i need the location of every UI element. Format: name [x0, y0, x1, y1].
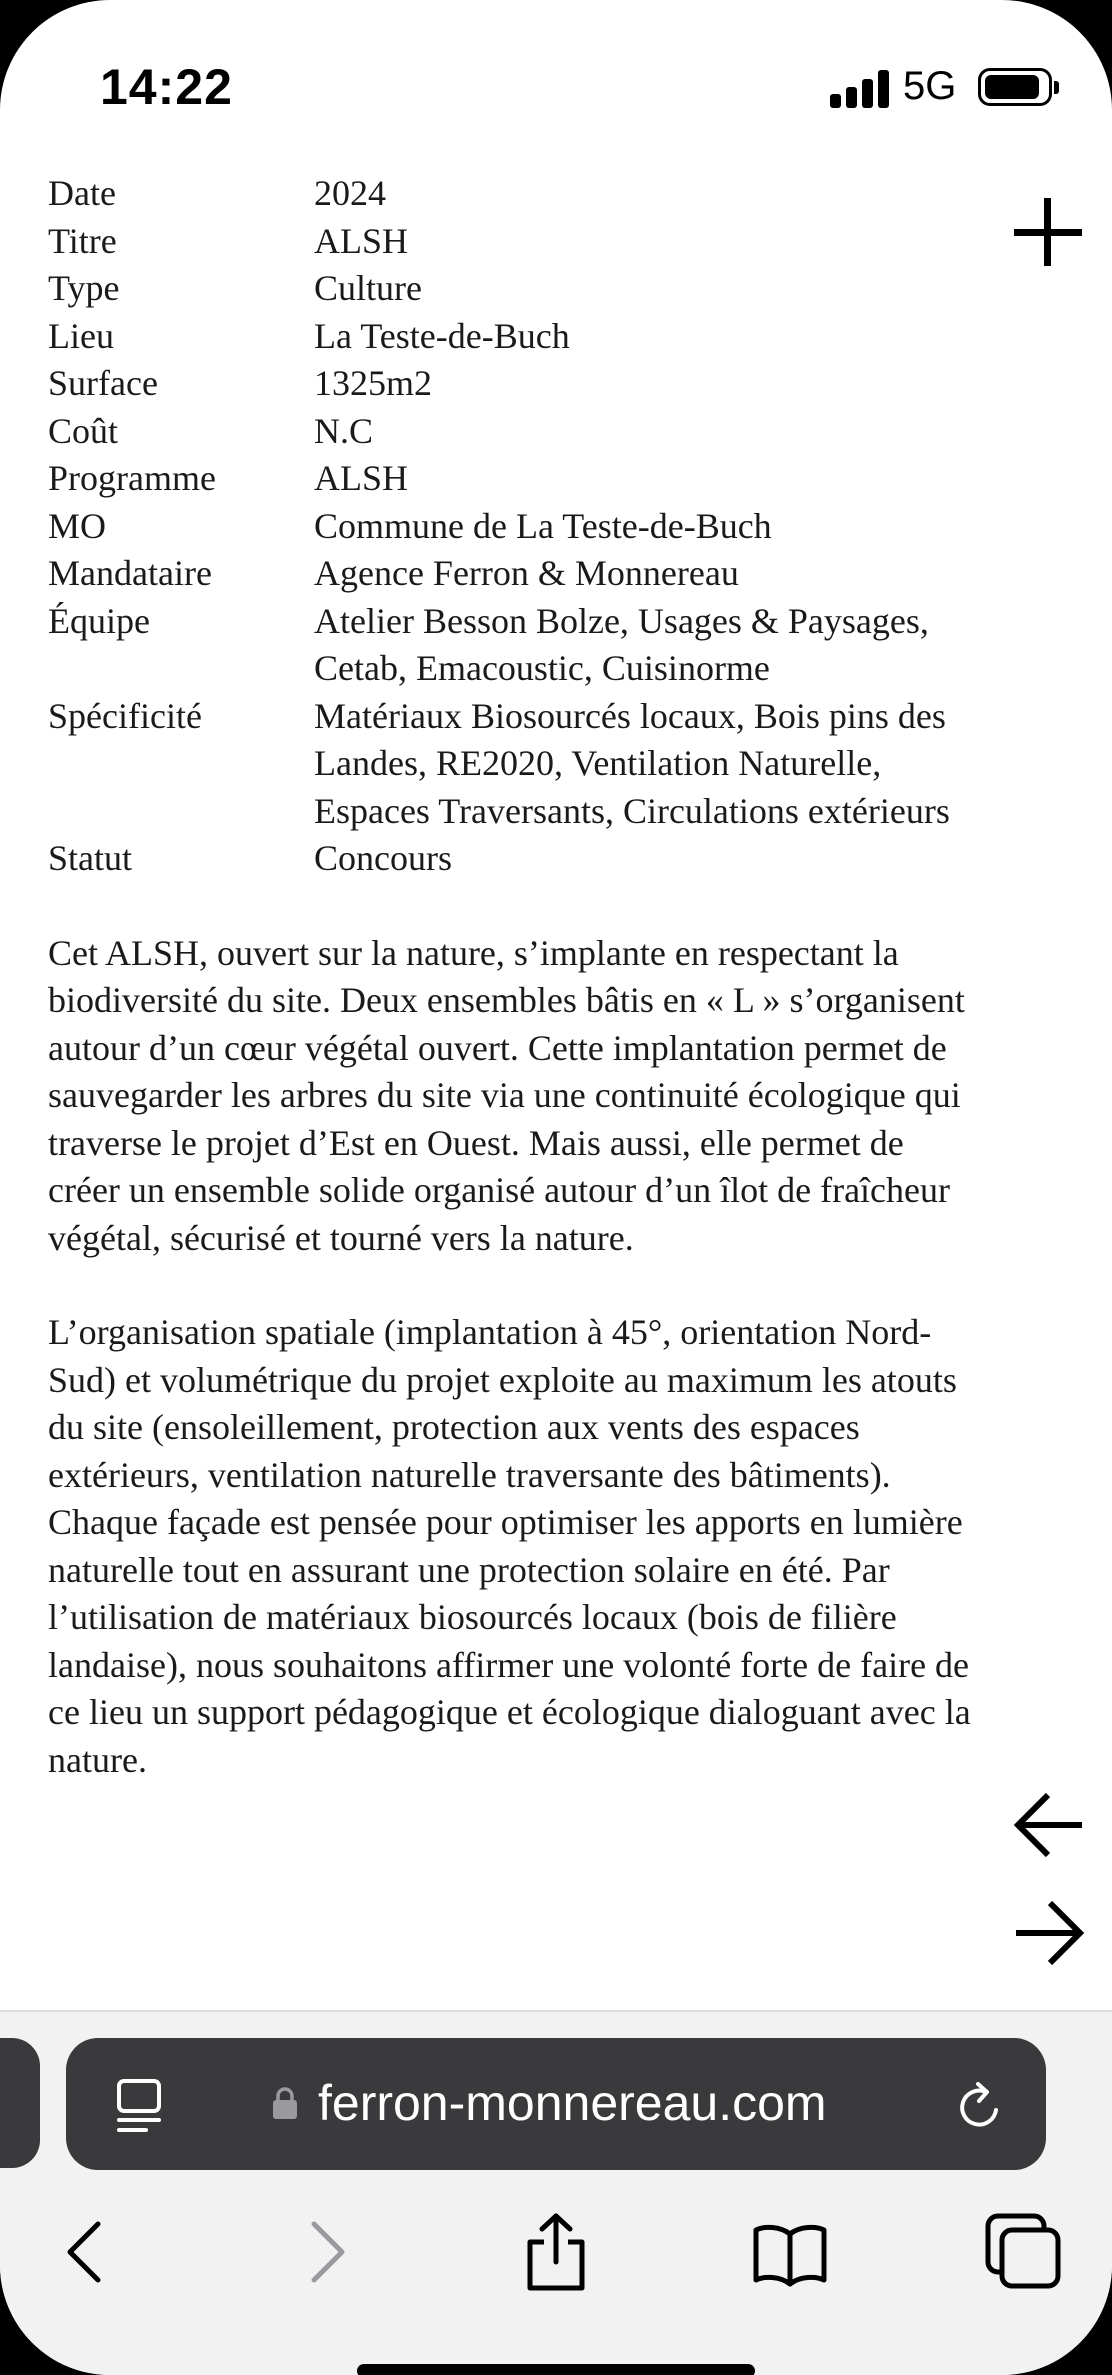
project-info-table [48, 170, 978, 883]
tabs-icon[interactable] [984, 2212, 1064, 2292]
description-paragraph: L’organisation spatiale (implantation à 45°, orientation Nord-Sud) et volumétrique du projet exploite au maximum les atouts du site (ensoleillement, protection aux vents des espaces extérieurs, ventilation naturelle traversante des bâtiments). Chaque façade est pensée pour optimiser les apports en lumière naturelle tout en assurant une protection solaire en été. Par l’utilisation de matériaux biosourcés locaux (bois de filière landaise), nous souhaitons affirmer une volonté forte de faire de ce lieu un support pédagogique et écologique dialoguant avec la nature. [48, 1312, 971, 1780]
share-icon[interactable] [516, 2212, 596, 2292]
info-row [48, 550, 978, 598]
status-bar [0, 0, 1112, 140]
info-value: N.C [314, 410, 374, 451]
info-key: Titre [48, 220, 117, 261]
info-key: MO [48, 505, 107, 546]
info-key: Spécificité [48, 695, 202, 736]
forward-icon[interactable] [286, 2212, 366, 2292]
info-value: Concours [314, 838, 452, 878]
info-value: La Teste-de-Buch [314, 315, 570, 356]
info-row [48, 835, 978, 883]
info-row [48, 408, 978, 456]
info-row [48, 598, 978, 693]
lock-icon [272, 2086, 298, 2120]
arrow-right-icon[interactable] [1012, 1898, 1086, 1968]
signal-strength-icon [830, 70, 890, 108]
info-value: 1325m2 [314, 363, 433, 403]
plus-icon[interactable] [1014, 198, 1082, 266]
info-value: Agence Ferron & Monnereau [314, 553, 739, 593]
back-icon[interactable] [46, 2212, 126, 2292]
info-row [48, 455, 978, 503]
info-key: Date [48, 173, 116, 213]
info-row [48, 218, 978, 266]
info-row [48, 265, 978, 313]
network-type: 5G [903, 64, 957, 108]
description-paragraph: Cet ALSH, ouvert sur la nature, s’implante en respectant la biodiversité du site. Deux ensembles bâtis en « L » s’organisent autour d’un cœur végétal ouvert. Cette implantation permet de sauvegarder les arbres du site via une continuité écologique qui traverse le projet d’Est en Ouest. Mais aussi, elle permet de créer un ensemble solide organisé autour d’un îlot de fraîcheur végétal, sécurisé et tourné vers la nature. [48, 932, 965, 1258]
info-key: Équipe [48, 600, 150, 641]
info-value: 2024 [314, 173, 386, 213]
info-key: Coût [48, 410, 119, 451]
battery-icon [978, 68, 1052, 106]
status-time: 14:22 [100, 59, 233, 115]
info-row [48, 503, 978, 551]
bookmarks-icon[interactable] [750, 2212, 830, 2292]
info-value: Atelier Besson Bolze, Usages & Paysages, Cetab, Emacoustic, Cuisinorme [314, 600, 929, 688]
previous-tab-preview[interactable] [0, 2038, 40, 2168]
project-content [48, 170, 978, 1784]
info-row [48, 313, 978, 361]
info-value: Culture [314, 268, 422, 308]
browser-toolbar [0, 2010, 1112, 2375]
battery-level [985, 75, 1039, 99]
info-key: Surface [48, 363, 158, 403]
info-value: Matériaux Biosourcés locaux, Bois pins des Landes, RE2020, Ventilation Naturelle, Espaces Traversants, Circulations extérieurs [314, 695, 950, 831]
arrow-left-icon[interactable] [1012, 1790, 1086, 1860]
reload-icon[interactable] [956, 2080, 1006, 2132]
info-key: Type [48, 268, 120, 308]
url-text[interactable]: ferron-monnereau.com [318, 2075, 827, 2131]
info-value: ALSH [314, 458, 409, 498]
info-key: Mandataire [48, 553, 212, 593]
info-key: Statut [48, 838, 133, 878]
page-menu-icon[interactable] [114, 2078, 164, 2134]
info-row [48, 360, 978, 408]
info-value: Commune de La Teste-de-Buch [314, 505, 772, 546]
info-row [48, 693, 978, 836]
info-key: Lieu [48, 315, 114, 356]
info-value: ALSH [314, 220, 409, 261]
project-description [48, 930, 978, 1785]
info-row [48, 170, 978, 218]
home-indicator[interactable] [357, 2364, 755, 2375]
info-key: Programme [48, 458, 216, 498]
address-bar[interactable] [66, 2038, 1046, 2170]
